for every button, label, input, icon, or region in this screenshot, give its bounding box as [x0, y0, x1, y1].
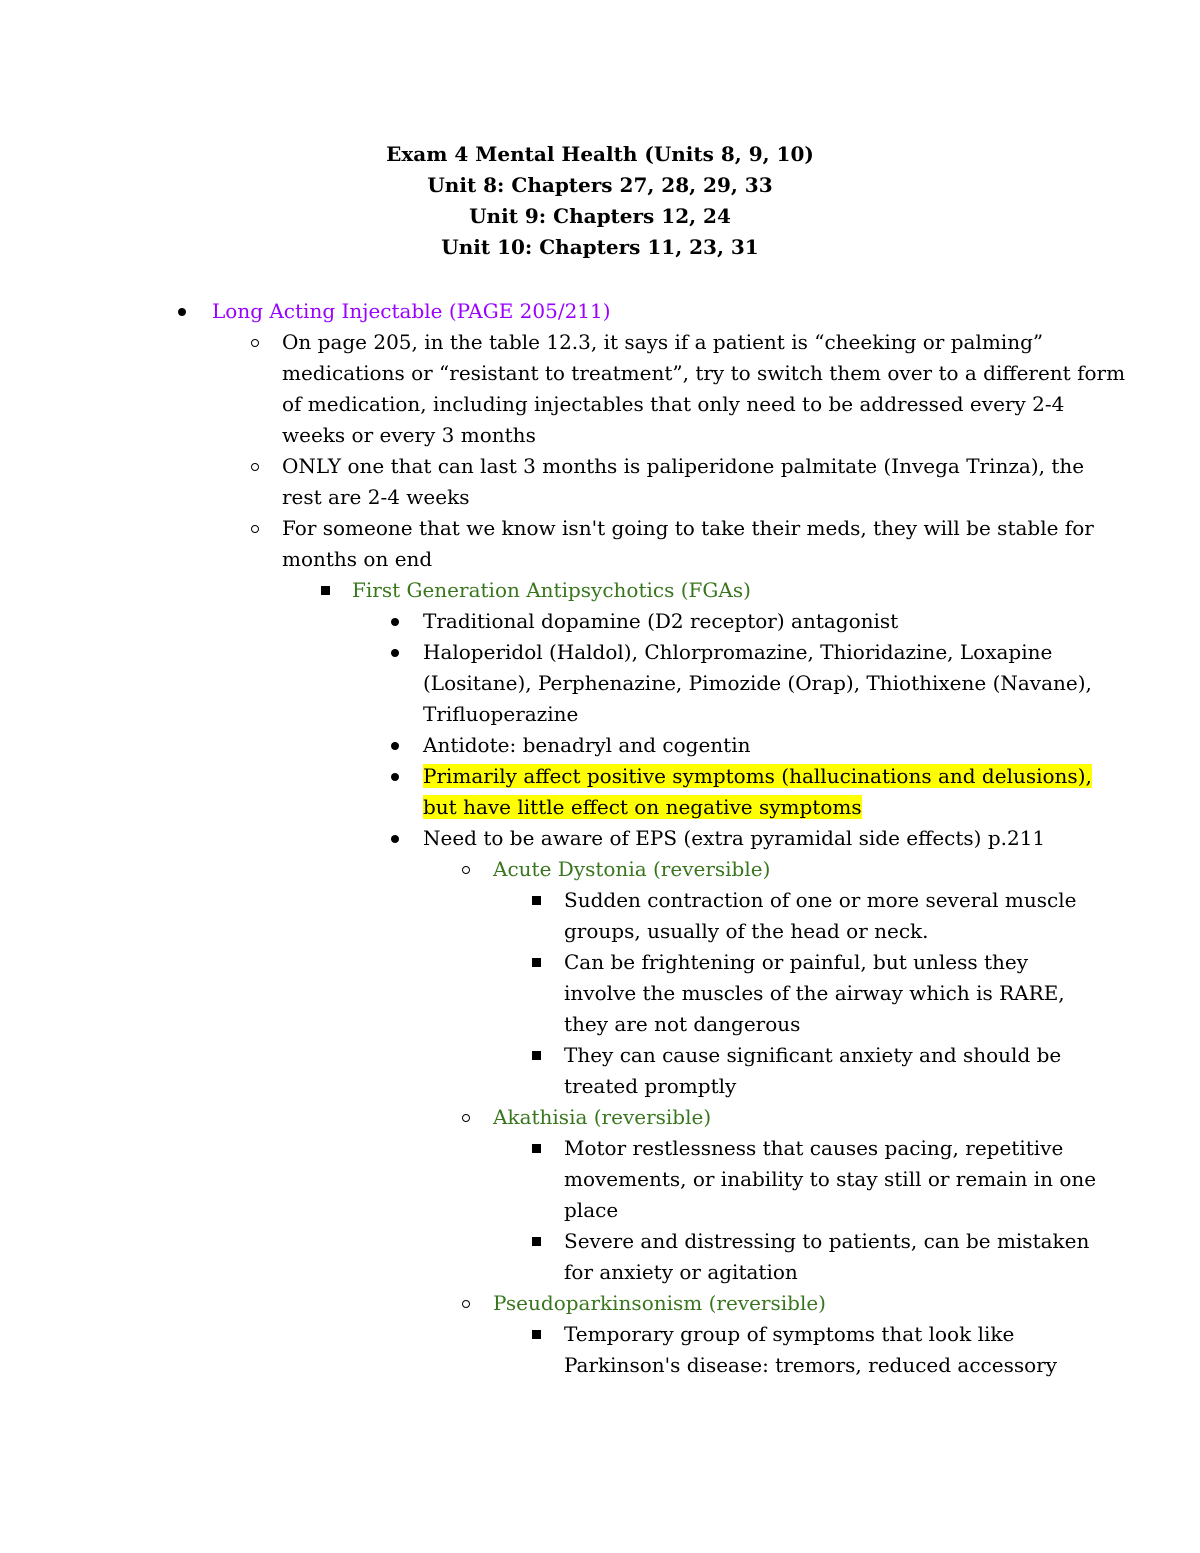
list-item-text [423, 823, 1073, 854]
list-item-line: Pseudoparkinsonism (reversible) [493, 1291, 826, 1315]
list-item [0, 1319, 1200, 1381]
list-item-line: for anxiety or agitation [564, 1260, 798, 1284]
list-item-line: Temporary group of symptoms that look like [564, 1322, 1015, 1346]
list-item-line: Traditional dopamine (D2 receptor) antagonist [423, 609, 899, 633]
bullet-disc-icon [385, 637, 405, 668]
list-item-line: Sudden contraction of one or more several muscle [564, 888, 1077, 912]
list-item-text [282, 327, 1126, 451]
bullet-circle-icon [456, 854, 476, 885]
list-item-line: Can be frightening or painful, but unless they [564, 950, 1029, 974]
list-item-line: Acute Dystonia (reversible) [493, 857, 771, 881]
list-item [0, 1133, 1200, 1226]
exam-title: Exam 4 Mental Health (Units 8, 9, 10) [386, 142, 814, 166]
list-item-text [564, 885, 1077, 947]
bullet-disc-icon [385, 730, 405, 761]
list-item-text [282, 513, 1094, 575]
bullet-square-icon [526, 947, 546, 978]
unit-10-chapters: Unit 10: Chapters 11, 23, 31 [441, 235, 759, 259]
list-item-text [564, 1319, 1074, 1381]
list-item-line: Need to be aware of EPS (extra pyramidal side effects) p.211 [423, 826, 1046, 850]
list-item [0, 513, 1200, 575]
list-item [0, 947, 1200, 1040]
bullet-disc-icon [385, 761, 405, 792]
list-item-text [423, 606, 1073, 637]
list-item-text [564, 1226, 1090, 1288]
list-item-line: (Lositane), Perphenazine, Pimozide (Orap), Thiothixene (Navane), [423, 671, 1092, 695]
list-item-line: Primarily affect positive symptoms (hallucinations and delusions), [423, 764, 1092, 788]
list-item-text [564, 947, 1074, 1040]
list-item-line: months on end [282, 547, 433, 571]
list-item-text [423, 761, 1092, 823]
list-item-text [423, 637, 1092, 730]
list-item-line: Akathisia (reversible) [493, 1105, 712, 1129]
list-item-text [564, 1133, 1097, 1226]
bullet-square-icon [526, 1226, 546, 1257]
unit-8-chapters: Unit 8: Chapters 27, 28, 29, 33 [427, 173, 773, 197]
bullet-square-icon [315, 575, 335, 606]
bullet-square-icon [526, 1133, 546, 1164]
list-item-text [282, 451, 1085, 513]
list-item-line: Severe and distressing to patients, can be mistaken [564, 1229, 1090, 1253]
list-item-line: Motor restlessness that causes pacing, repetitive [564, 1136, 1064, 1160]
list-item-text [423, 730, 1073, 761]
list-item [0, 1288, 1200, 1319]
list-item [0, 885, 1200, 947]
list-item [0, 823, 1200, 854]
list-item-text [493, 854, 1073, 885]
bullet-square-icon [526, 1040, 546, 1071]
list-item-line: First Generation Antipsychotics (FGAs) [352, 578, 751, 602]
bullet-circle-icon [456, 1102, 476, 1133]
document-header [0, 139, 1200, 263]
notes-list [0, 296, 1200, 1381]
bullet-circle-icon [245, 451, 265, 482]
list-item-line: weeks or every 3 months [282, 423, 536, 447]
list-item-line: involve the muscles of the airway which is RARE, [564, 981, 1065, 1005]
list-item-line: Parkinson's disease: tremors, reduced accessory [564, 1353, 1058, 1377]
list-item [0, 575, 1200, 606]
list-item [0, 296, 1200, 327]
bullet-circle-icon [245, 513, 265, 544]
list-item-line: medications or “resistant to treatment”, try to switch them over to a different form [282, 361, 1126, 385]
list-item-line: they are not dangerous [564, 1012, 801, 1036]
list-item-line: of medication, including injectables that only need to be addressed every 2-4 [282, 392, 1065, 416]
list-item-line: ONLY one that can last 3 months is paliperidone palmitate (Invega Trinza), the [282, 454, 1085, 478]
list-item [0, 606, 1200, 637]
list-item-line: movements, or inability to stay still or remain in one [564, 1167, 1097, 1191]
list-item [0, 854, 1200, 885]
list-item [0, 730, 1200, 761]
bullet-square-icon [526, 1319, 546, 1350]
list-item-text [493, 1102, 1073, 1133]
list-item [0, 1102, 1200, 1133]
list-item-line: Trifluoperazine [423, 702, 579, 726]
list-item [0, 761, 1200, 823]
bullet-square-icon [526, 885, 546, 916]
list-item-text [352, 575, 1072, 606]
list-item [0, 1226, 1200, 1288]
list-item-line: but have little effect on negative symptoms [423, 795, 862, 819]
list-item-text [493, 1288, 1073, 1319]
list-item-line: rest are 2-4 weeks [282, 485, 470, 509]
bullet-circle-icon [245, 327, 265, 358]
bullet-disc-icon [172, 296, 192, 327]
list-item-line: They can cause significant anxiety and should be [564, 1043, 1062, 1067]
list-item-text [212, 296, 1072, 327]
bullet-disc-icon [385, 823, 405, 854]
bullet-disc-icon [385, 606, 405, 637]
list-item-line: Haloperidol (Haldol), Chlorpromazine, Thioridazine, Loxapine [423, 640, 1053, 664]
list-item [0, 451, 1200, 513]
list-item [0, 1040, 1200, 1102]
list-item-line: treated promptly [564, 1074, 737, 1098]
bullet-circle-icon [456, 1288, 476, 1319]
list-item-text [564, 1040, 1074, 1102]
list-item-line: On page 205, in the table 12.3, it says if a patient is “cheeking or palming” [282, 330, 1044, 354]
list-item-line: For someone that we know isn't going to take their meds, they will be stable for [282, 516, 1094, 540]
list-item [0, 327, 1200, 451]
list-item [0, 637, 1200, 730]
list-item-line: place [564, 1198, 619, 1222]
list-item-line: Long Acting Injectable (PAGE 205/211) [212, 299, 611, 323]
unit-9-chapters: Unit 9: Chapters 12, 24 [469, 204, 731, 228]
list-item-line: Antidote: benadryl and cogentin [423, 733, 751, 757]
list-item-line: groups, usually of the head or neck. [564, 919, 929, 943]
